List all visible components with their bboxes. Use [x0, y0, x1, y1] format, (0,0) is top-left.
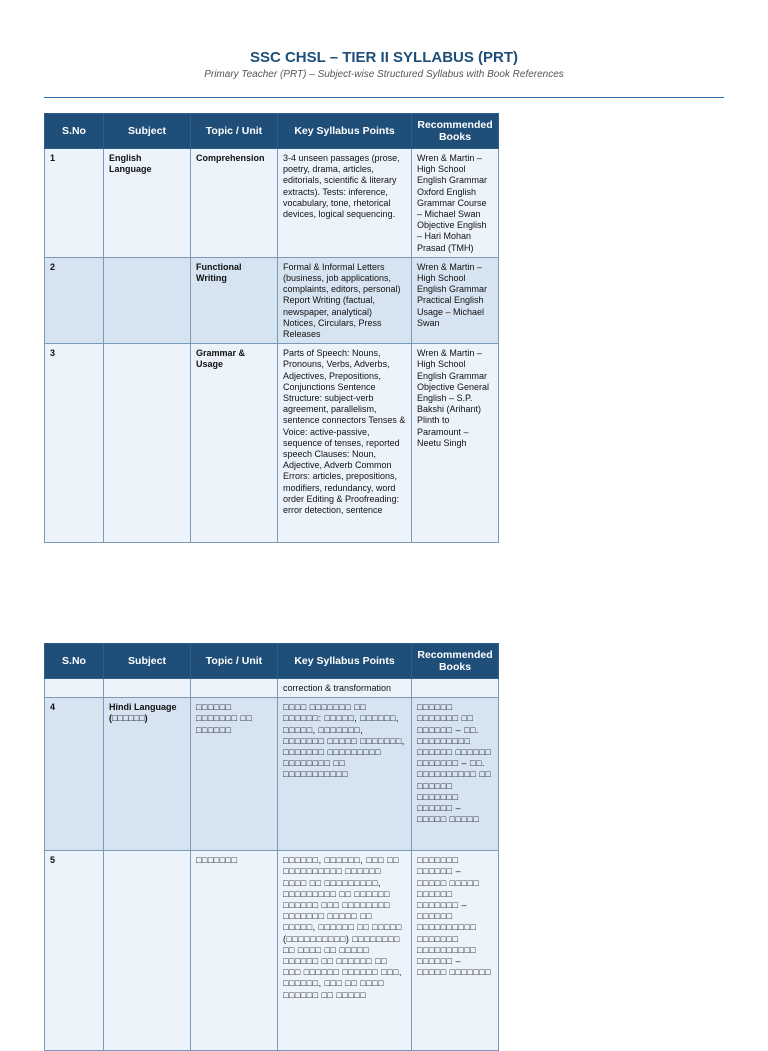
table-row	[45, 679, 499, 698]
cell-subject: English Language	[104, 149, 191, 258]
cell-topic: Comprehension	[191, 149, 278, 258]
cell-topic	[191, 679, 278, 698]
header-key-points: Key Syllabus Points	[278, 644, 412, 679]
header-books: Recommended Books	[412, 644, 499, 679]
cell-topic: Functional Writing	[191, 257, 278, 343]
cell-key-points: 3-4 unseen passages (prose, poetry, drama, articles, editorials, scientific & literary extracts). Tests: inference, vocabulary, tone, rhetorical devices, logical sequencing.	[278, 149, 412, 258]
table-row	[45, 851, 499, 1051]
header-topic: Topic / Unit	[191, 114, 278, 149]
table-row	[45, 257, 499, 343]
cell-key-points: □□□□ □□□□□□□ □□ □□□□□□: □□□□□, □□□□□□, □□□□□, □□□□□□□, □□□□□□□ □□□□□ □□□□□□□, □□□□□□□ □□□□□□□□□ □□□□□□□□ □□ □□□□□□□□□□□	[278, 698, 412, 851]
table-header-row	[45, 644, 499, 679]
cell-key-points: □□□□□□, □□□□□□, □□□ □□ □□□□□□□□□□ □□□□□□ □□□□ □□ □□□□□□□□□, □□□□□□□□□ □□ □□□□□□ □□□□□□ □□□ □□□□□□□□ □□□□□□□ □□□□□ □□ □□□□□, □□□□□□ □□ □□□□□ (□□□□□□□□□□) □□□□□□□□ □□ □□□□ □□ □□□□□ □□□□□□ □□ □□□□□□ □□ □□□ □□□□□□ □□□□□□ □□□, □□□□□□, □□□ □□ □□□□ □□□□□□ □□ □□□□□	[278, 851, 412, 1051]
cell-key-points: Formal & Informal Letters (business, job applications, complaints, editors, personal) Report Writing (factual, newspaper, analytical) Notices, Circulars, Press Releases	[278, 257, 412, 343]
header-sno: S.No	[45, 114, 104, 149]
title-divider	[44, 97, 724, 98]
cell-sno: 2	[45, 257, 104, 343]
cell-topic: □□□□□□□	[191, 851, 278, 1051]
header-key-points: Key Syllabus Points	[278, 114, 412, 149]
cell-subject	[104, 344, 191, 543]
header-subject: Subject	[104, 644, 191, 679]
table-row	[45, 698, 499, 851]
cell-books: Wren & Martin – High School English Grammar Practical English Usage – Michael Swan	[412, 257, 499, 343]
cell-topic: □□□□□□ □□□□□□□ □□ □□□□□□	[191, 698, 278, 851]
cell-books: □□□□□□□ □□□□□□ – □□□□□ □□□□□ □□□□□□ □□□□□□□ – □□□□□□ □□□□□□□□□□ □□□□□□□ □□□□□□□□□□ □□□□□□ – □□□□□ □□□□□□□	[412, 851, 499, 1051]
table-row	[45, 344, 499, 543]
cell-books: □□□□□□ □□□□□□□ □□ □□□□□□ – □□. □□□□□□□□□ □□□□□□ □□□□□□ □□□□□□□ – □□. □□□□□□□□□□ □□ □□□□□□ □□□□□□□ □□□□□□ – □□□□□ □□□□□	[412, 698, 499, 851]
cell-key-points: Parts of Speech: Nouns, Pronouns, Verbs, Adverbs, Adjectives, Prepositions, Conjunctions Sentence Structure: subject-verb agreement, parallelism, sentence connectors Tenses & Voice: active-passive, sequence of tenses, reported speech Clauses: Noun, Adjective, Adverb Common Errors: articles, prepositions, modifiers, redundancy, word order Editing & Proofreading: error detection, sentence	[278, 344, 412, 543]
cell-subject	[104, 257, 191, 343]
syllabus-table-2	[44, 643, 499, 1051]
cell-books: Wren & Martin – High School English Grammar Oxford English Grammar Course – Michael Swan Objective English – Hari Mohan Prasad (TMH)	[412, 149, 499, 258]
cell-subject	[104, 851, 191, 1051]
header-books: Recommended Books	[412, 114, 499, 149]
cell-key-points: correction & transformation	[278, 679, 412, 698]
cell-sno	[45, 679, 104, 698]
cell-sno: 4	[45, 698, 104, 851]
cell-sno: 3	[45, 344, 104, 543]
cell-topic: Grammar & Usage	[191, 344, 278, 543]
cell-subject: Hindi Language (□□□□□□)	[104, 698, 191, 851]
table-header-row	[45, 114, 499, 149]
cell-sno: 1	[45, 149, 104, 258]
header-topic: Topic / Unit	[191, 644, 278, 679]
header-sno: S.No	[45, 644, 104, 679]
header-subject: Subject	[104, 114, 191, 149]
page-subtitle: Primary Teacher (PRT) – Subject-wise Structured Syllabus with Book References	[204, 69, 564, 80]
syllabus-table-1	[44, 113, 499, 543]
cell-books	[412, 679, 499, 698]
page-title: SSC CHSL – TIER II SYLLABUS (PRT)	[249, 49, 519, 66]
cell-books: Wren & Martin – High School English Grammar Objective General English – S.P. Bakshi (Arihant) Plinth to Paramount – Neetu Singh	[412, 344, 499, 543]
cell-subject	[104, 679, 191, 698]
cell-sno: 5	[45, 851, 104, 1051]
table-row	[45, 149, 499, 258]
